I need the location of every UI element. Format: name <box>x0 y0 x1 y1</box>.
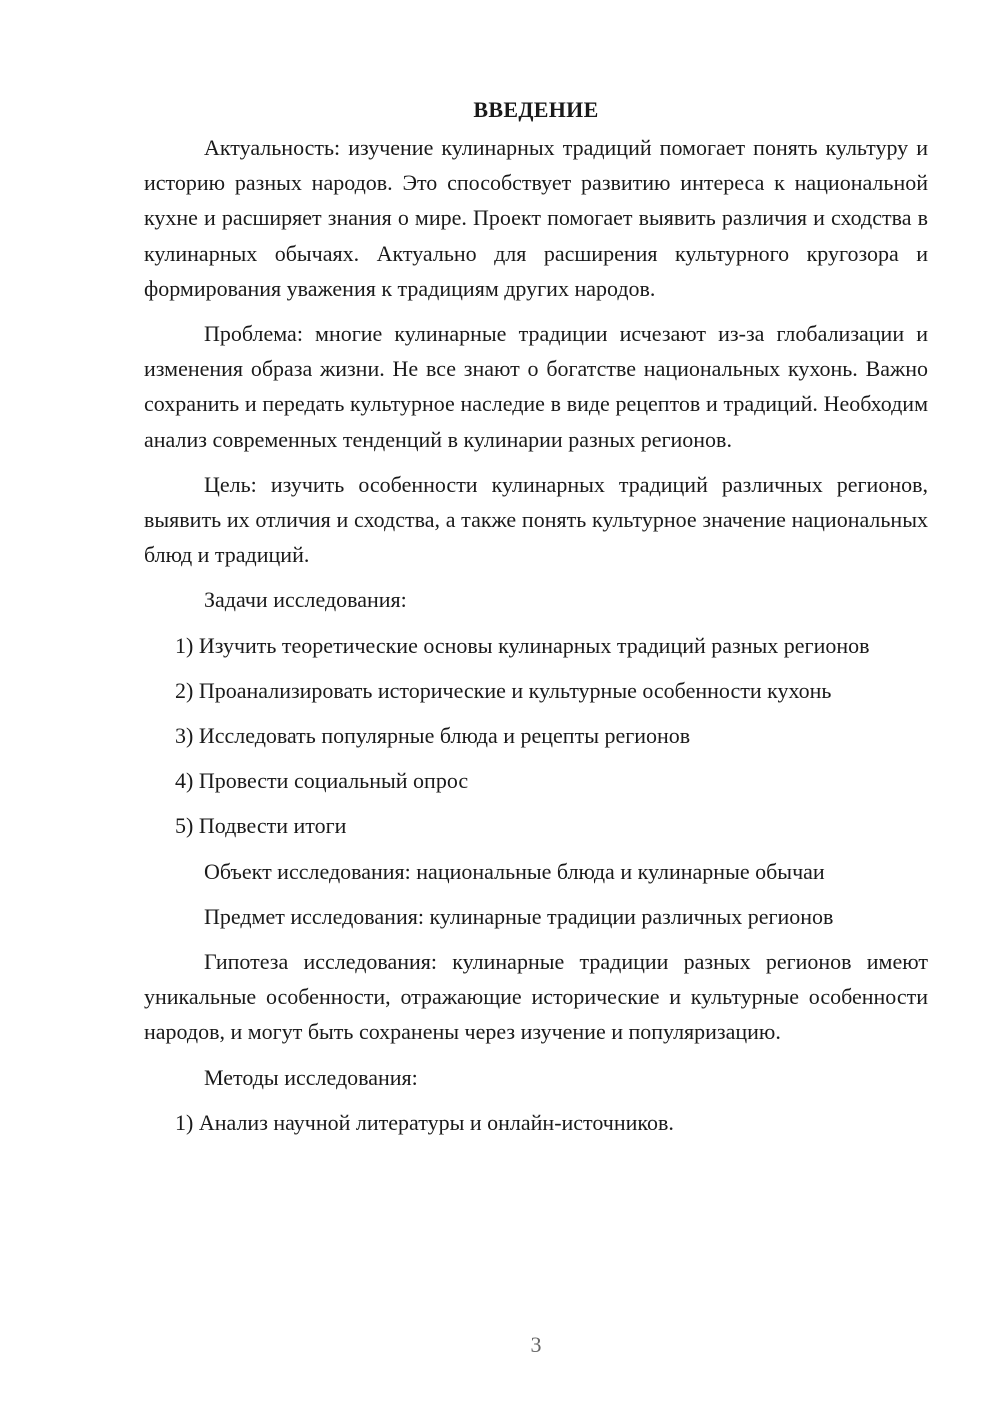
hypothesis-paragraph: Гипотеза исследования: кулинарные традиции разных регионов имеют уникальные особенности, отражающие исторические и культурные особенности народов, и могут быть сохранены через изучение и популяризацию. <box>144 949 928 1045</box>
task-item: 2) Проанализировать исторические и культурные особенности кухонь <box>175 677 832 703</box>
relevance-paragraph: Актуальность: изучение кулинарных традиций помогает понять культуру и историю разных народов. Это способствует развитию интереса к национальной кухне и расширяет знания о мире. Проект помогает выявить различия и сходства в кулинарных обычаях. Актуально для расширения культурного кругозора и формирования уважения к традициям других народов. <box>144 135 928 301</box>
page-title: ВВЕДЕНИЕ <box>473 97 599 122</box>
task-item: 5) Подвести итоги <box>175 813 347 839</box>
document-page <box>144 92 928 1150</box>
task-item: 4) Провести социальный опрос <box>175 768 469 794</box>
research-object: Объект исследования: национальные блюда и кулинарные обычаи <box>204 858 825 884</box>
problem-paragraph: Проблема: многие кулинарные традиции исчезают из-за глобализации и изменения образа жизни. Не все знают о богатстве национальных кухонь. Важно сохранить и передать культурное наследие в виде рецептов и традиций. Необходим анализ современных тенденций в кулинарии разных регионов. <box>144 321 928 452</box>
tasks-heading: Задачи исследования: <box>204 587 407 613</box>
research-subject: Предмет исследования: кулинарные традиции различных регионов <box>204 903 834 929</box>
methods-heading: Методы исследования: <box>204 1064 418 1090</box>
method-item: 1) Анализ научной литературы и онлайн-источников. <box>175 1109 674 1135</box>
task-item: 3) Исследовать популярные блюда и рецепты регионов <box>175 723 691 749</box>
goal-paragraph: Цель: изучить особенности кулинарных традиций различных регионов, выявить их отличия и сходства, а также понять культурное значение национальных блюд и традиций. <box>144 471 928 568</box>
task-item: 1) Изучить теоретические основы кулинарных традиций разных регионов <box>175 632 870 658</box>
page-number: 3 <box>530 1332 542 1357</box>
